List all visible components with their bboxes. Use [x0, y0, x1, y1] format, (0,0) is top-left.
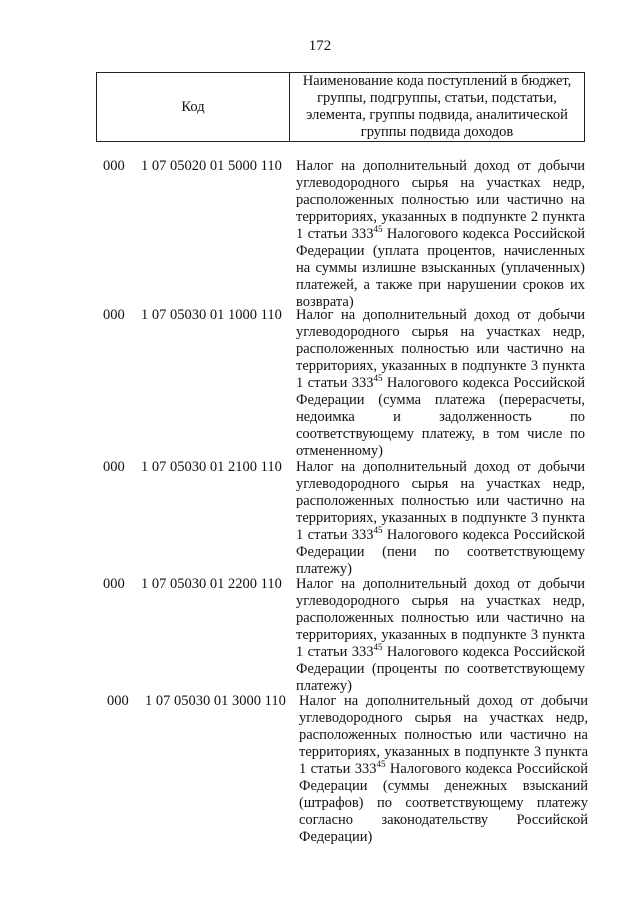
description-text: Налог на дополнительный доход от добычи углеводородного сырья на участках недр, расположенных полностью или частично на территориях, указанных в подпункте 3 пункта 1 статьи 333: [296, 307, 585, 391]
admin-code: 000: [103, 459, 125, 475]
article-superscript: 45: [373, 373, 383, 384]
admin-code: 000: [103, 307, 125, 323]
revenue-code: 1 07 05030 01 2200 110: [141, 576, 282, 592]
description-text-cont: Налогового кодекса Российской Федерации (суммы денежных взысканий (штрафов) по соответствующему платежу согласно законодательству Российской Федерации): [299, 761, 588, 845]
article-superscript: 45: [373, 525, 383, 536]
revenue-code: 1 07 05030 01 3000 110: [145, 693, 286, 709]
admin-code: 000: [103, 576, 125, 592]
header-code-label: Код: [97, 73, 290, 141]
revenue-code: 1 07 05030 01 1000 110: [141, 307, 282, 323]
description-text-cont: Налогового кодекса Российской Федерации (пени по соответствующему платежу): [296, 527, 585, 577]
description-text: Налог на дополнительный доход от добычи углеводородного сырья на участках недр, расположенных полностью или частично на территориях, указанных в подпункте 3 пункта 1 статьи 333: [296, 459, 585, 543]
table-header: [96, 72, 585, 142]
header-name-label: Наименование кода поступлений в бюджет, группы, подгруппы, статьи, подстатьи, элемента, группы подвида, аналитической группы подвида доходов: [302, 73, 572, 140]
revenue-description: [296, 459, 585, 578]
description-text-cont: Налогового кодекса Российской Федерации (проценты по соответствующему платежу): [296, 644, 585, 694]
revenue-description: [296, 158, 585, 311]
page-number: 172: [308, 38, 332, 54]
revenue-description: [296, 307, 585, 460]
description-text: Налог на дополнительный доход от добычи углеводородного сырья на участках недр, расположенных полностью или частично на территориях, указанных в подпункте 3 пункта 1 статьи 333: [299, 693, 588, 777]
revenue-description: [299, 693, 588, 846]
description-text-cont: Налогового кодекса Российской Федерации (сумма платежа (перерасчеты, недоимка и задолженность по соответствующему платежу, в том числе по отмененному): [296, 375, 585, 459]
description-text: Налог на дополнительный доход от добычи углеводородного сырья на участках недр, расположенных полностью или частично на территориях, указанных в подпункте 2 пункта 1 статьи 333: [296, 158, 585, 242]
article-superscript: 45: [376, 759, 386, 770]
revenue-code: 1 07 05020 01 5000 110: [141, 158, 282, 174]
table-row: [0, 158, 640, 310]
description-text: Налог на дополнительный доход от добычи углеводородного сырья на участках недр, расположенных полностью или частично на территориях, указанных в подпункте 3 пункта 1 статьи 333: [296, 576, 585, 660]
admin-code: 000: [107, 693, 129, 709]
admin-code: 000: [103, 158, 125, 174]
article-superscript: 45: [373, 224, 383, 235]
description-text-cont: Налогового кодекса Российской Федерации (уплата процентов, начисленных на суммы излишне взысканных (уплаченных) платежей, а также при нарушении сроков их возврата): [296, 226, 585, 310]
article-superscript: 45: [373, 642, 383, 653]
table-row: [0, 307, 640, 459]
table-body: [0, 158, 640, 843]
table-row: [0, 693, 640, 843]
table-row: [0, 576, 640, 693]
revenue-code: 1 07 05030 01 2100 110: [141, 459, 282, 475]
revenue-description: [296, 576, 585, 695]
table-row: [0, 459, 640, 576]
